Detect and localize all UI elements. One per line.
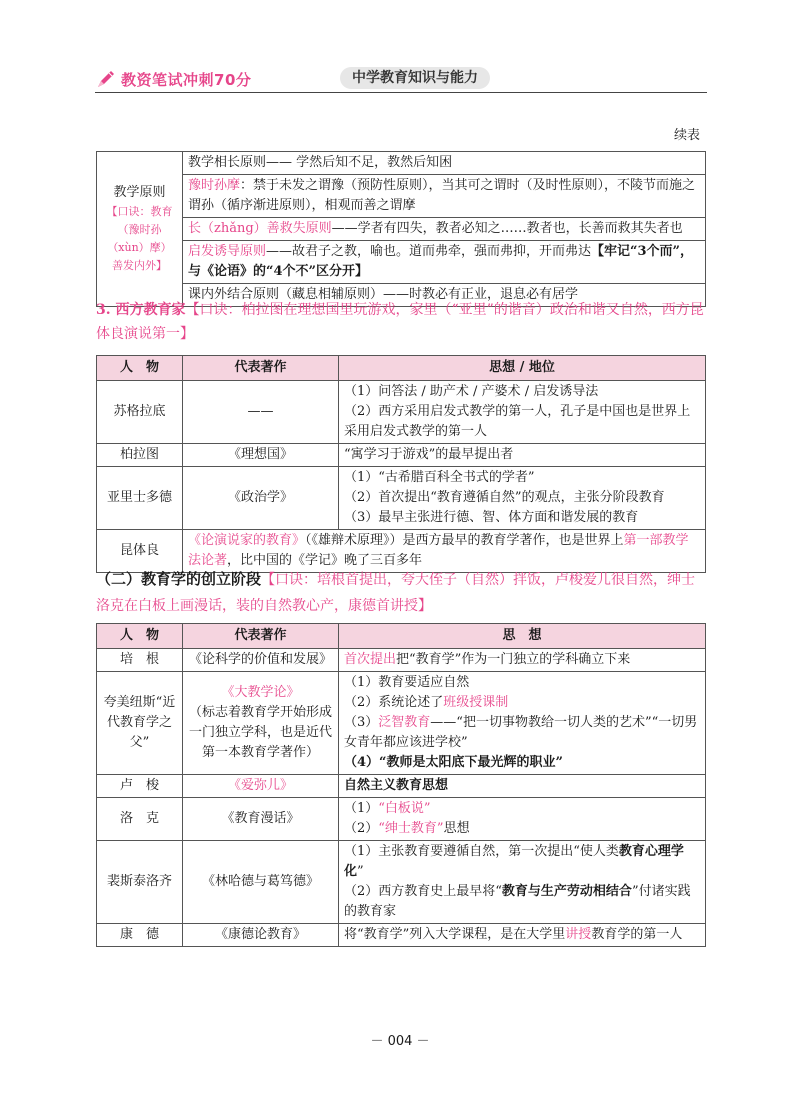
principles-mnemonic: 【口诀：教育（豫时孙（xùn）摩）善发内外】 [106, 205, 173, 272]
principle-row: 启发诱导原则——故君子之教，喻也。道而弗牵，强而弗抑，开而弗达【牢记“3个而”，与《论语》的“4个不”区分开】 [183, 241, 706, 284]
continued-label: 续表 [674, 128, 701, 143]
column-header: 人 物 [97, 624, 183, 649]
table-row: 夸美纽斯“近代教育学之父” 《大教学论》 （标志着教育学开始形成一门独立学科，也是近代第一本教育学著作） （1）教育要适应自然 （2）系统论述了班级授课制 （3）泛智教育——“把一切事物教给一切人类的艺术”“一切男女青年都应该进学校” （4）“教师是太阳底下最光辉的职业” [97, 672, 706, 775]
table-row: 洛 克 《教育漫话》 （1）“白板说” （2）“绅士教育”思想 [97, 798, 706, 841]
page-header [95, 66, 707, 92]
principle-row: 教学相长原则—— 学然后知不足，教然后知困 [183, 152, 706, 175]
western-educators-table [96, 355, 706, 573]
table-row: 培 根 《论科学的价值和发展》 首次提出把“教育学”作为一门独立的学科确立下来 [97, 649, 706, 672]
table-row: 柏拉图 《理想国》 “寓学习于游戏”的最早提出者 [97, 444, 706, 467]
column-header: 代表著作 [183, 624, 339, 649]
column-header: 思想 / 地位 [339, 356, 706, 381]
page-number: － 004 － [370, 1034, 430, 1049]
section-title: 3. 西方教育家 [96, 302, 186, 318]
table-row: 康 德 《康德论教育》 将“教育学”列入大学课程，是在大学里讲授教育学的第一人 [97, 924, 706, 947]
principles-row-label: 教学原则 【口诀：教育（豫时孙（xùn）摩）善发内外】 [97, 152, 183, 307]
header-rule [95, 92, 707, 93]
principle-row: 课内外结合原则（藏息相辅原则）——时教必有正业，退息必有居学 [183, 284, 706, 307]
section-mnemonic: 【口诀：培根首提出，夸大侄子（自然）拌饭，卢梭爱儿很自然，绅士洛克在白板上画漫话，装的自然教心产，康德首讲授】 [96, 572, 696, 614]
principle-row: 豫时孙摩：禁于未发之谓豫（预防性原则），当其可之谓时（及时性原则），不陵节而施之谓孙（循序渐进原则），相观而善之谓摩 [183, 175, 706, 218]
pencil-icon [95, 68, 117, 90]
subject-badge: 中学教育知识与能力 [340, 67, 490, 89]
section-title: （二）教育学的创立阶段 [96, 570, 262, 588]
teaching-principles-table [96, 151, 706, 307]
table-row: 卢 梭 《爱弥儿》 自然主义教育思想 [97, 775, 706, 798]
column-header: 代表著作 [183, 356, 339, 381]
column-header: 人 物 [97, 356, 183, 381]
section-western-educators [96, 298, 708, 346]
table-row: 昆体良 《论演说家的教育》（《雄辩术原理》）是西方最早的教育学著作，也是世界上第一部教学法论著，比中国的《学记》晚了三百多年 [97, 530, 706, 573]
principle-row: 长（zhǎng）善救失原则——学者有四失，教者必知之……教者也，长善而救其失者也 [183, 218, 706, 241]
section-founding-stage [96, 566, 708, 619]
column-header: 思 想 [339, 624, 706, 649]
book-title: 教资笔试冲刺70分 [121, 71, 252, 89]
table-row: 苏格拉底 —— （1）问答法 / 助产术 / 产婆术 / 启发诱导法 （2）西方采用启发式教学的第一人，孔子是中国也是世界上采用启发式教学的第一人 [97, 381, 706, 444]
table-row: 亚里士多德 《政治学》 （1）“古希腊百科全书式的学者” （2）首次提出“教育遵循自然”的观点，主张分阶段教育 （3）最早主张进行德、智、体方面和谐发展的教育 [97, 467, 706, 530]
table-row: 裴斯泰洛齐 《林哈德与葛笃德》 （1）主张教育要遵循自然，第一次提出“使人类教育心理学化” （2）西方教育史上最早将“教育与生产劳动相结合”付诸实践的教育家 [97, 841, 706, 924]
founders-table [96, 623, 706, 947]
section-mnemonic: 【口诀：柏拉图在理想国里玩游戏，家里（“亚里”的谐音）政治和谐又自然，西方昆体良演说第一】 [96, 302, 704, 342]
